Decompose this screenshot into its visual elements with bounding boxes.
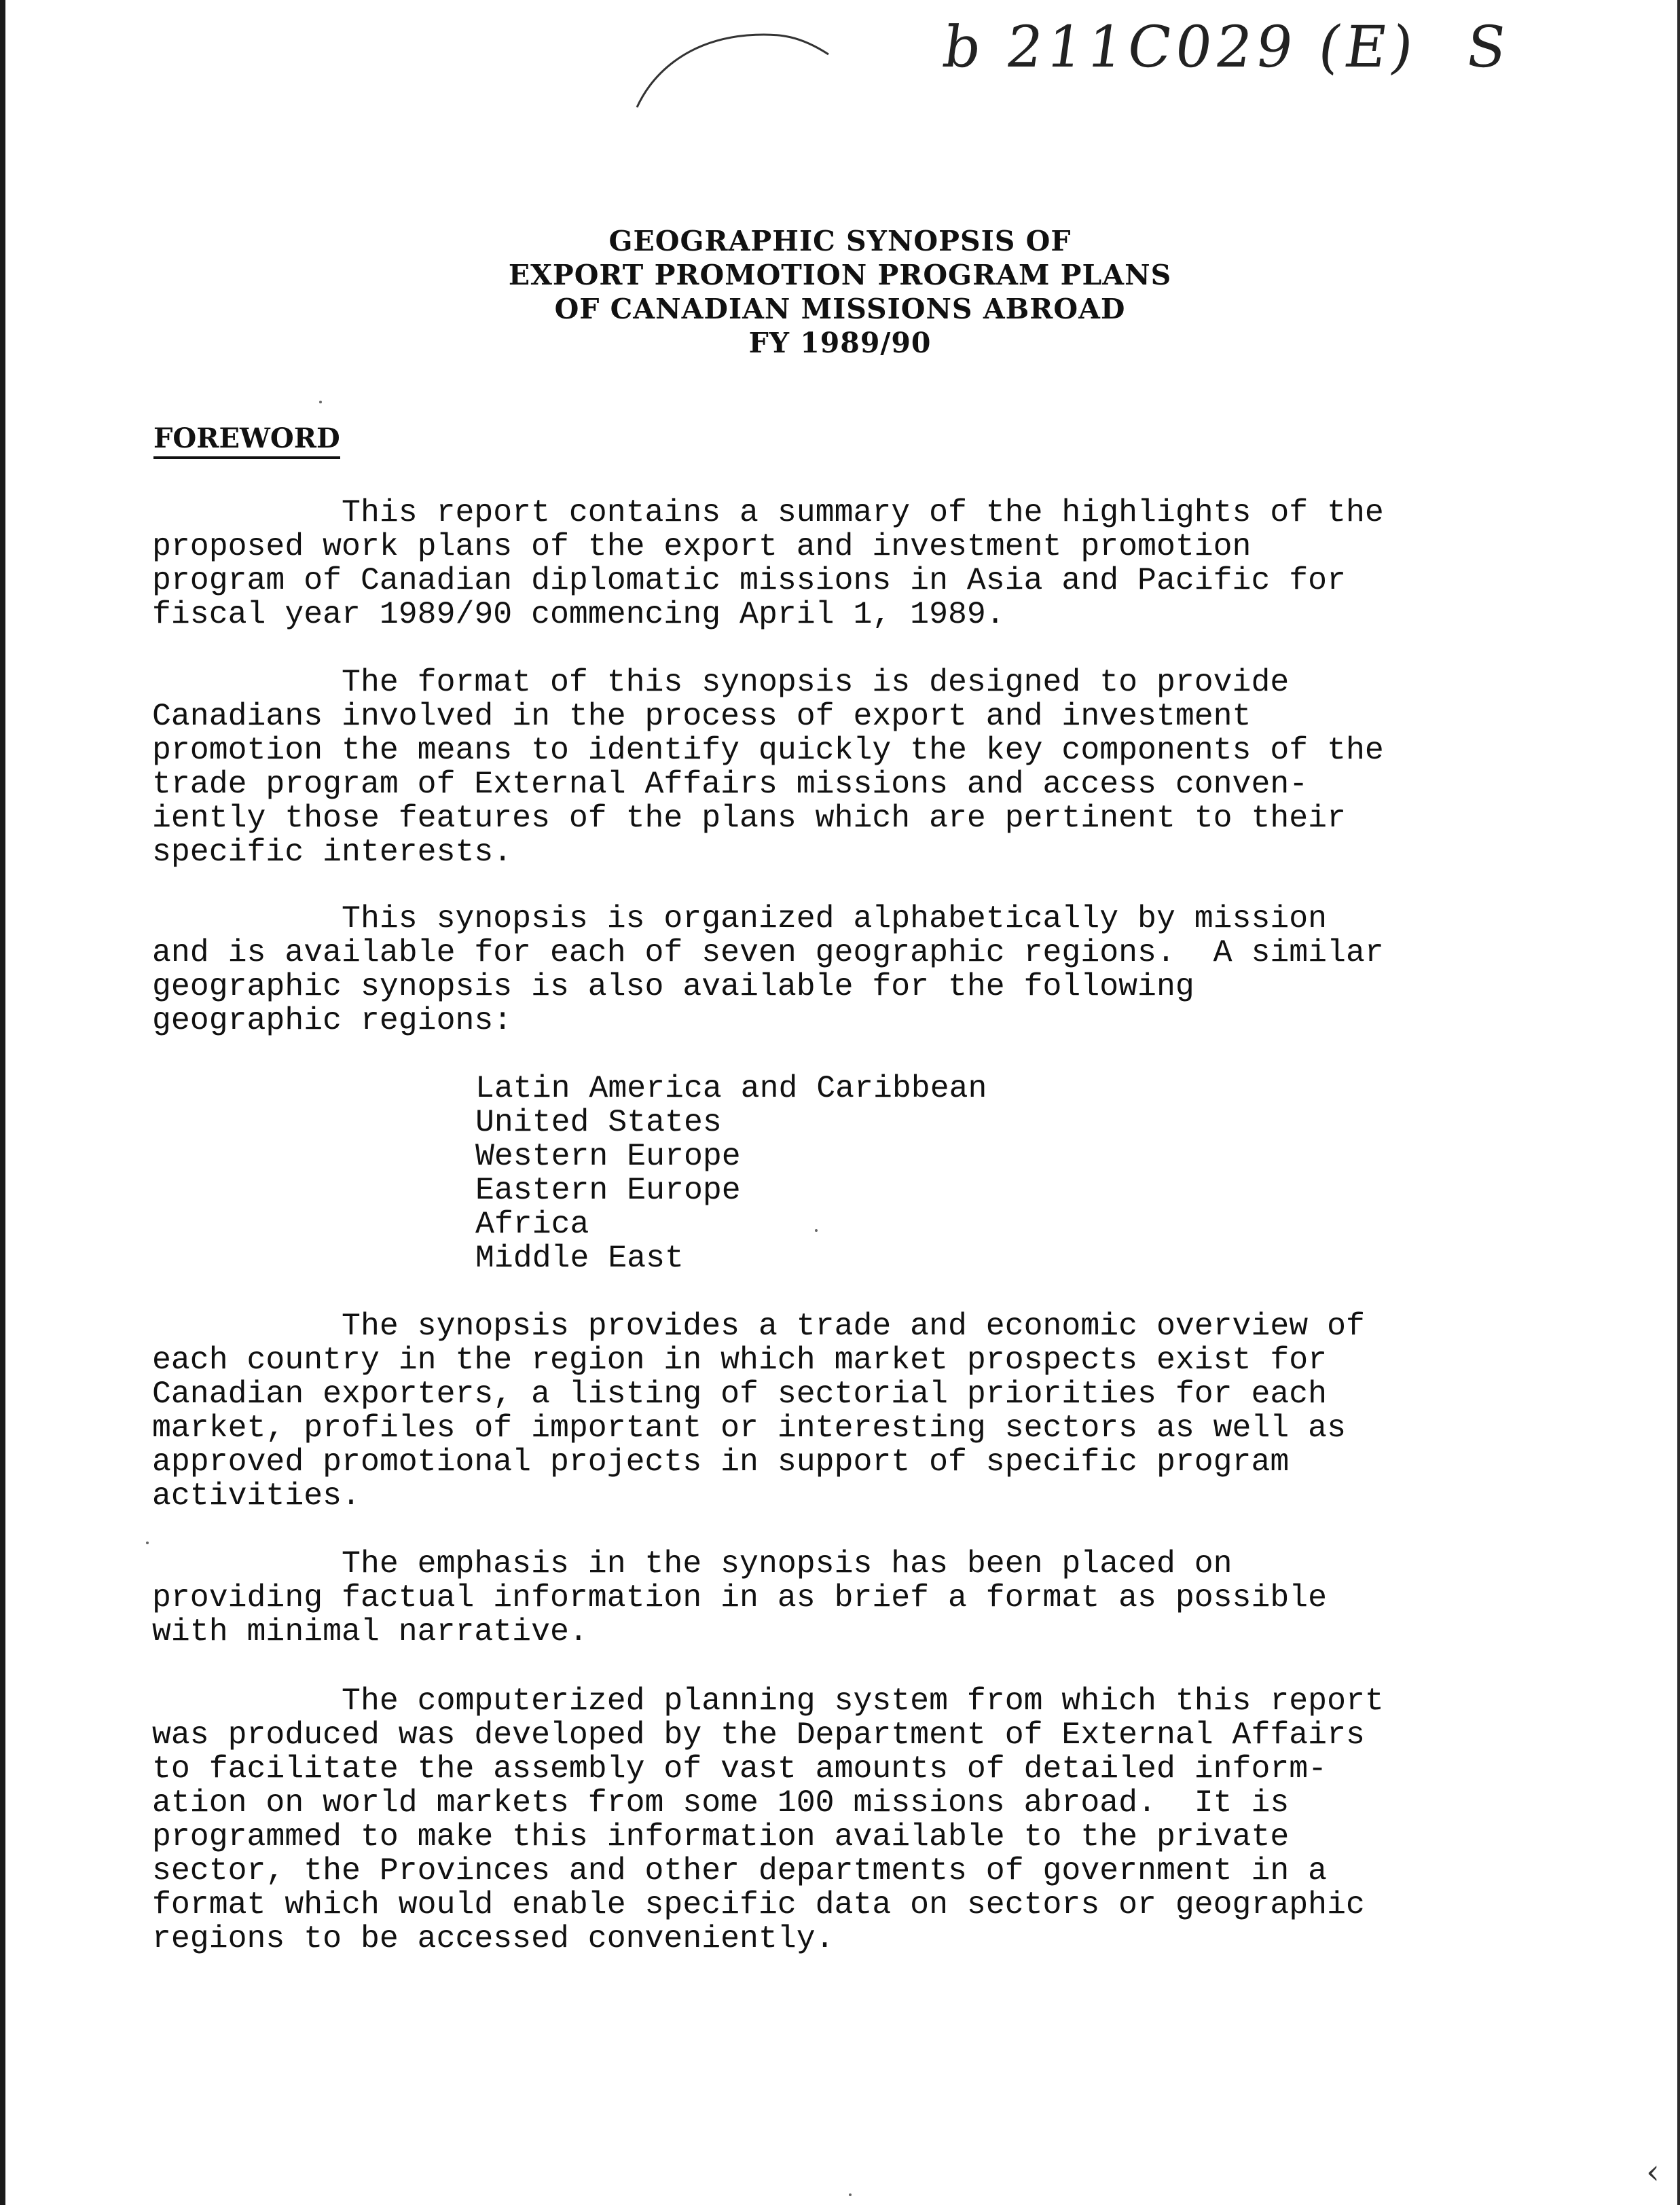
paragraph-emphasis: The emphasis in the synopsis has been placed on providing factual information in as brief a format as possible with minimal narrative.: [152, 1546, 1328, 1650]
title-line: EXPORT PROMOTION PROGRAM PLANS: [508, 259, 1172, 291]
document-title: [0, 224, 1680, 360]
title-line: OF CANADIAN MISSIONS ABROAD: [554, 293, 1126, 325]
paragraph-format: The format of this synopsis is designed to provide Canadians involved in the process of export and investment promotion the means to identify quickly the key components of the trade program of External Affairs missions and access conven- iently those features of the plans which are pertinent to their specific interests.: [152, 664, 1384, 870]
scan-speck: [146, 1542, 149, 1544]
scan-speck: [815, 1229, 818, 1232]
paragraph-system: The computerized planning system from which this report was produced was developed by the Department of External Affairs to facilitate the assembly of vast amounts of detailed inform- ation on world markets from some 100 missions abroad. It is programmed to make this information available to the private sector, the Provinces and other departments of government in a format which would enable specific data on sectors or geographic regions to be accessed conveniently.: [152, 1683, 1384, 1956]
region-item: United States: [475, 1104, 722, 1140]
region-item: Eastern Europe: [475, 1172, 741, 1208]
paragraph-organization: This synopsis is organized alphabetically by mission and is available for each of seven geographic regions. A similar geographic synopsis is also available for the following geographic regions:: [152, 900, 1384, 1038]
handwritten-mark: S: [1462, 14, 1511, 80]
paragraph-overview: The synopsis provides a trade and economic overview of each country in the region in which market prospects exist for Canadian exporters, a listing of sectorial priorities for each market, profiles of important or interesting sectors as well as approved promotional projects in support of specific program activities.: [152, 1308, 1365, 1514]
region-item: Western Europe: [475, 1138, 741, 1174]
corner-curl-mark: ‹: [1646, 2152, 1660, 2191]
title-line: GEOGRAPHIC SYNOPSIS OF: [608, 225, 1072, 257]
handwritten-reference: b 211C029 (E): [939, 14, 1422, 80]
title-line: FY 1989/90: [748, 327, 932, 359]
paragraph-intro: This report contains a summary of the highlights of the proposed work plans of the export and investment promotion program of Canadian diplomatic missions in Asia and Pacific for fiscal year 1989/90 commencing April 1, 1989.: [152, 494, 1384, 632]
region-list: [475, 1072, 987, 1275]
pen-stroke-mark: [625, 27, 842, 115]
region-item: Africa: [475, 1206, 589, 1242]
section-heading: FOREWORD: [153, 422, 340, 459]
region-item: Middle East: [475, 1240, 684, 1276]
scan-speck: [319, 401, 322, 403]
region-item: Latin America and Caribbean: [475, 1070, 987, 1106]
scan-speck: [849, 2193, 852, 2196]
